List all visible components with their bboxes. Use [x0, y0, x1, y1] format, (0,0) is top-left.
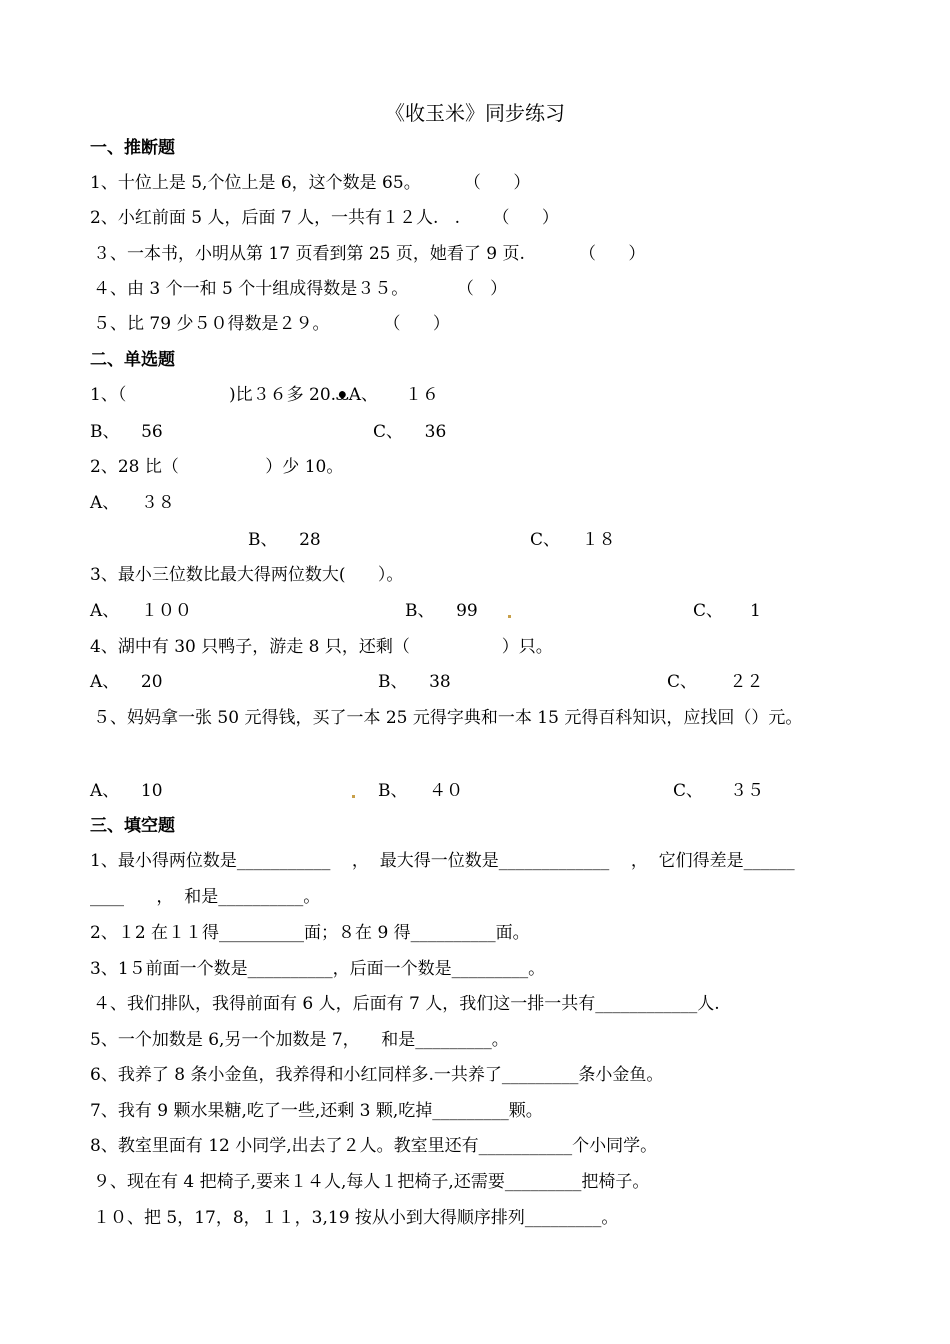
choice-q3-option-a: A、 １００: [90, 601, 192, 621]
section-heading-single-choice: 二、单选题: [90, 350, 175, 370]
choice-q3-option-c: C、 1: [693, 601, 761, 621]
choice-q1-option-b: B、 56: [90, 422, 163, 442]
choice-q4-option-c: C、 ２２: [667, 672, 764, 692]
choice-q2-option-b: B、 28: [248, 530, 321, 550]
choice-q2-option-c: C、 １８: [530, 530, 616, 550]
choice-q5-option-a: A、 10: [90, 781, 163, 801]
fill-item-10: １０、把 5，17，8，１１，3,19 按从小到大得顺序排列_________。: [93, 1208, 619, 1228]
choice-q1-option-c: C、 36: [373, 422, 447, 442]
choice-q3-option-b: B、 99: [405, 601, 478, 621]
choice-q4-stem: 4、湖中有 30 只鸭子，游走 8 只，还剩（ ）只。: [90, 637, 553, 657]
choice-q5-option-b: B、 ４０: [378, 781, 464, 801]
fill-item-4: ４、我们排队，我得前面有 6 人，后面有 7 人，我们这一排一共有____________人.: [93, 994, 720, 1014]
choice-q2-stem: 2、28 比（ ）少 10。: [90, 457, 344, 477]
judgement-item-1: 1、十位上是 5,个位上是 6，这个数是 65。 （ ）: [90, 173, 531, 193]
judgement-item-5: ５、比 79 少５０得数是２９。 （ ）: [93, 314, 450, 334]
page-title: 《收玉米》同步练习: [385, 101, 565, 125]
fill-item-5: 5、一个加数是 6,另一个加数是 7， 和是_________。: [90, 1030, 509, 1050]
choice-q1-stem: 1、（ )比３６多 20.ᴥA、 １６: [90, 385, 439, 405]
judgement-item-2: 2、小红前面 5 人，后面 7 人，一共有１２人. . （ ）: [90, 208, 559, 228]
fill-item-8: 8、教室里面有 12 小同学,出去了２人。教室里还有___________个小同学。: [90, 1136, 658, 1156]
fill-item-2: 2、１2 在１１得__________面；８在 9 得__________面。: [90, 923, 530, 943]
fill-item-3: 3、1５前面一个数是__________，后面一个数是_________。: [90, 959, 546, 979]
judgement-item-3: ３、一本书，小明从第 17 页看到第 25 页，她看了 9 页. （ ）: [93, 244, 646, 264]
fill-item-1-continued: ____ ， 和是__________。: [90, 887, 321, 907]
choice-q2-option-a: A、 ３８: [90, 493, 175, 513]
section-heading-judgement: 一、推断题: [90, 138, 175, 158]
fill-item-1: 1、最小得两位数是___________ ， 最大得一位数是_____________ ， 它们得差是______: [90, 851, 795, 871]
choice-q5-stem: ５、妈妈拿一张 50 元得钱，买了一本 25 元得字典和一本 15 元得百科知识，应找回（）元。: [93, 708, 803, 728]
stray-mark: [352, 795, 355, 798]
stray-mark: [508, 615, 511, 618]
choice-q3-stem: 3、最小三位数比最大得两位数大( ）。: [90, 565, 404, 585]
judgement-item-4: ４、由 3 个一和 5 个十组成得数是３５。 （ ）: [93, 279, 508, 299]
choice-q5-option-c: C、 ３５: [673, 781, 765, 801]
fill-item-7: 7、我有 9 颗水果糖,吃了一些,还剩 3 颗,吃掉_________颗。: [90, 1101, 543, 1121]
fill-item-6: 6、我养了 8 条小金鱼，我养得和小红同样多.一共养了_________条小金鱼。: [90, 1065, 664, 1085]
choice-q4-option-b: B、 38: [378, 672, 451, 692]
fill-item-9: ９、现在有 4 把椅子,要来１４人,每人１把椅子,还需要_________把椅子。: [93, 1172, 650, 1192]
choice-q4-option-a: A、 20: [90, 672, 163, 692]
section-heading-fill-blank: 三、填空题: [90, 816, 175, 836]
